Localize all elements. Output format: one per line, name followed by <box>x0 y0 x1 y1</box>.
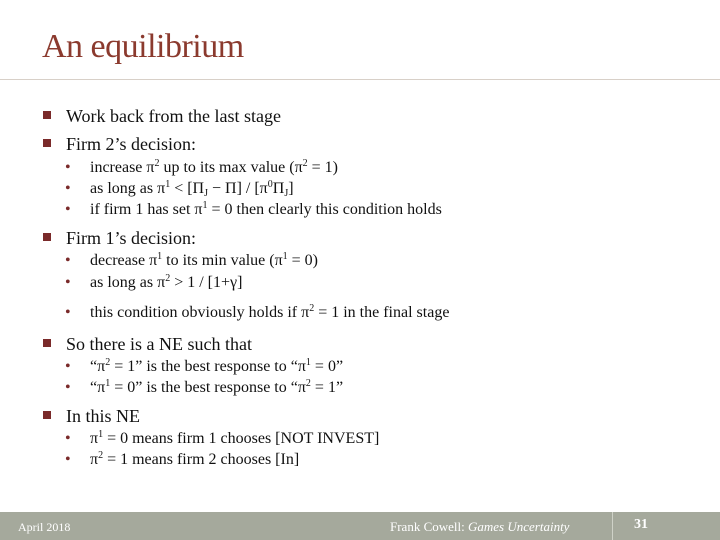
slide-footer <box>0 512 720 540</box>
square-bullet-icon <box>43 233 51 241</box>
dot-bullet-icon: • <box>65 159 71 176</box>
sub-bullet <box>65 379 343 397</box>
bullet-in-this-ne <box>43 406 140 427</box>
bullet-ne-such-that <box>43 334 252 355</box>
bullet-text: Firm 2’s decision: <box>66 134 196 154</box>
dot-bullet-icon: • <box>65 252 71 269</box>
bullet-text: In this NE <box>66 406 140 426</box>
page-number: 31 <box>634 517 648 532</box>
dot-bullet-icon: • <box>65 304 71 321</box>
footer-author <box>390 519 569 535</box>
bullet-text: So there is a NE such that <box>66 334 252 354</box>
dot-bullet-icon: • <box>65 451 71 468</box>
sub-bullet <box>65 252 318 270</box>
bullet-firm1-decision <box>43 228 196 249</box>
sub-bullet-text: “$\pi^2 = 1$” is the best response to “$\pi^1 = 0$” <box>90 357 344 375</box>
square-bullet-icon <box>43 111 51 119</box>
dot-bullet-icon: • <box>65 201 71 218</box>
sub-bullet-text: if firm 1 has set $\pi^1 = 0$ then clearly this condition holds <box>90 200 442 218</box>
slide-title: An equilibrium <box>42 28 244 65</box>
sub-bullet <box>65 358 343 376</box>
sub-bullet <box>65 159 338 177</box>
footer-divider <box>612 512 613 540</box>
footer-author-name: Frank Cowell: <box>390 519 468 534</box>
dot-bullet-icon: • <box>65 180 71 197</box>
sub-bullet-text: $\pi^2 = 1$ means firm 2 chooses [In] <box>90 450 300 468</box>
square-bullet-icon <box>43 339 51 347</box>
dot-bullet-icon: • <box>65 430 71 447</box>
sub-bullet <box>65 180 294 198</box>
dot-bullet-icon: • <box>65 274 71 291</box>
footer-date: April 2018 <box>18 520 71 534</box>
square-bullet-icon <box>43 139 51 147</box>
sub-bullet-text: decrease $\pi^1$ to its min value $(\pi^1 = 0)$ <box>90 251 319 269</box>
sub-bullet-text: as long as $\pi^1 < [\Pi_J - \Pi] / [\pi^0\Pi_J]$ <box>90 179 294 199</box>
bullet-text: Work back from the last stage <box>66 106 281 126</box>
bullet-firm2-decision <box>43 134 196 155</box>
bullet-work-back <box>43 106 281 127</box>
square-bullet-icon <box>43 411 51 419</box>
sub-bullet-text: “$\pi^1 = 0$” is the best response to “$\pi^2 = 1$” <box>90 378 344 396</box>
sub-bullet <box>65 451 299 469</box>
sub-bullet <box>65 274 242 292</box>
sub-bullet <box>65 304 449 322</box>
bullet-text: Firm 1’s decision: <box>66 228 196 248</box>
sub-bullet-text: as long as $\pi^2 > 1 / [1+\gamma]$ <box>90 273 243 291</box>
sub-bullet <box>65 201 442 219</box>
dot-bullet-icon: • <box>65 379 71 396</box>
sub-bullet-text: increase $\pi^2$ up to its max value $(\pi^2 = 1)$ <box>90 158 339 176</box>
sub-bullet <box>65 430 379 448</box>
sub-bullet-text: $\pi^1 = 0$ means firm 1 chooses [NOT INVEST] <box>90 429 380 447</box>
sub-bullet-text: this condition obviously holds if $\pi^2 = 1$ in the final stage <box>90 303 450 321</box>
dot-bullet-icon: • <box>65 358 71 375</box>
footer-course: Games Uncertainty <box>468 519 570 534</box>
